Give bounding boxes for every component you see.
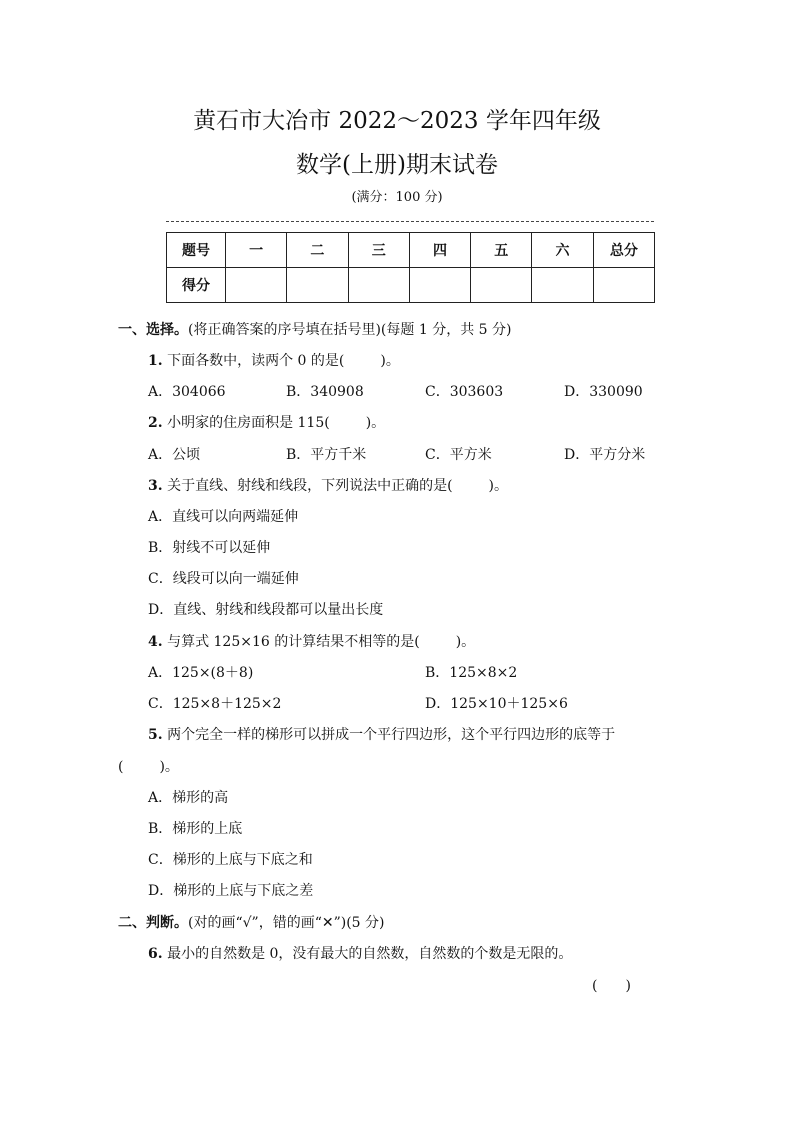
option-c: C．125×8＋125×2 bbox=[148, 696, 282, 712]
question-text-end: )。 bbox=[159, 759, 179, 775]
option-a: A．公顷 bbox=[148, 447, 201, 463]
question-text-end: )。 bbox=[455, 634, 476, 650]
section-note: (将正确答案的序号填在括号里)(每题 1 分，共 5 分) bbox=[188, 322, 512, 338]
question-text-end: )。 bbox=[380, 353, 400, 369]
section-heading: 二、判断。 bbox=[118, 915, 188, 931]
score-table bbox=[166, 232, 655, 303]
score-header-cell: 五 bbox=[471, 233, 532, 268]
question-text-end: )。 bbox=[488, 478, 509, 494]
option-a: A．125×(8＋8) bbox=[148, 665, 254, 681]
exam-title-line2: 数学(上册)期末试卷 bbox=[296, 152, 498, 178]
score-header-cell: 六 bbox=[532, 233, 593, 268]
question-text-end: )。 bbox=[365, 415, 386, 431]
section-note: (对的画“√”，错的画“✕”)(5 分) bbox=[188, 915, 385, 931]
score-cell[interactable] bbox=[226, 268, 287, 303]
score-cell[interactable] bbox=[471, 268, 532, 303]
score-header-cell: 二 bbox=[287, 233, 348, 268]
score-header-cell: 一 bbox=[226, 233, 287, 268]
question-number: 5. bbox=[148, 727, 163, 743]
option-d: D．直线、射线和线段都可以量出长度 bbox=[148, 602, 384, 618]
score-cell[interactable] bbox=[593, 268, 654, 303]
score-row-label: 得分 bbox=[167, 268, 226, 303]
option-b: B．125×8×2 bbox=[425, 665, 518, 681]
section1-heading-line bbox=[118, 320, 511, 340]
exam-title-line1: 黄石市大冶市 2022～2023 学年四年级 bbox=[193, 108, 601, 134]
score-header-cell: 总分 bbox=[593, 233, 654, 268]
option-a: A．直线可以向两端延伸 bbox=[148, 509, 299, 525]
question-text: 最小的自然数是 0，没有最大的自然数，自然数的个数是无限的。 bbox=[167, 946, 573, 962]
score-table-header-row bbox=[167, 233, 655, 268]
question-text: 小明家的住房面积是 115( bbox=[167, 415, 330, 431]
question-4 bbox=[148, 632, 475, 652]
question-number: 4. bbox=[148, 634, 163, 650]
question-3 bbox=[148, 476, 508, 496]
option-d: D．平方分米 bbox=[564, 447, 646, 463]
score-cell[interactable] bbox=[409, 268, 470, 303]
question-number: 3. bbox=[148, 478, 163, 494]
option-a: A．304066 bbox=[148, 384, 226, 400]
option-c: C．平方米 bbox=[425, 447, 492, 463]
score-header-cell: 四 bbox=[409, 233, 470, 268]
question-1 bbox=[148, 351, 400, 371]
question-number: 6. bbox=[148, 946, 163, 962]
dashed-divider bbox=[166, 221, 654, 222]
option-b: B．340908 bbox=[286, 384, 364, 400]
score-cell[interactable] bbox=[348, 268, 409, 303]
option-b: B．梯形的上底 bbox=[148, 821, 243, 837]
option-b: B．射线不可以延伸 bbox=[148, 540, 271, 556]
question-text: 两个完全一样的梯形可以拼成一个平行四边形，这个平行四边形的底等于 bbox=[167, 727, 616, 743]
question-5 bbox=[148, 725, 615, 745]
score-table-score-row bbox=[167, 268, 655, 303]
question-text: 下面各数中，读两个 0 的是( bbox=[167, 353, 345, 369]
option-a: A．梯形的高 bbox=[148, 790, 229, 806]
full-score: (满分：100 分) bbox=[351, 190, 443, 205]
question-number: 2. bbox=[148, 415, 163, 431]
question-number: 1. bbox=[148, 353, 163, 369]
question-text: 关于直线、射线和线段，下列说法中正确的是( bbox=[167, 478, 453, 494]
score-header-cell: 题号 bbox=[167, 233, 226, 268]
option-d: D．330090 bbox=[564, 384, 643, 400]
score-cell[interactable] bbox=[287, 268, 348, 303]
section-heading: 一、选择。 bbox=[118, 322, 188, 338]
option-c: C．303603 bbox=[425, 384, 504, 400]
option-d: D．梯形的上底与下底之差 bbox=[148, 883, 314, 899]
option-c: C．梯形的上底与下底之和 bbox=[148, 852, 313, 868]
question-2 bbox=[148, 413, 385, 433]
score-header-cell: 三 bbox=[348, 233, 409, 268]
question-text: 与算式 125×16 的计算结果不相等的是( bbox=[167, 634, 420, 650]
option-d: D．125×10＋125×6 bbox=[425, 696, 568, 712]
paren-open: ( bbox=[118, 759, 124, 775]
judgment-answer-paren[interactable]: ( ) bbox=[592, 978, 631, 994]
option-b: B．平方千米 bbox=[286, 447, 367, 463]
question-5-line2 bbox=[118, 757, 179, 777]
score-cell[interactable] bbox=[532, 268, 593, 303]
section2-heading-line bbox=[118, 913, 385, 933]
question-6 bbox=[148, 944, 572, 964]
option-c: C．线段可以向一端延伸 bbox=[148, 571, 299, 587]
